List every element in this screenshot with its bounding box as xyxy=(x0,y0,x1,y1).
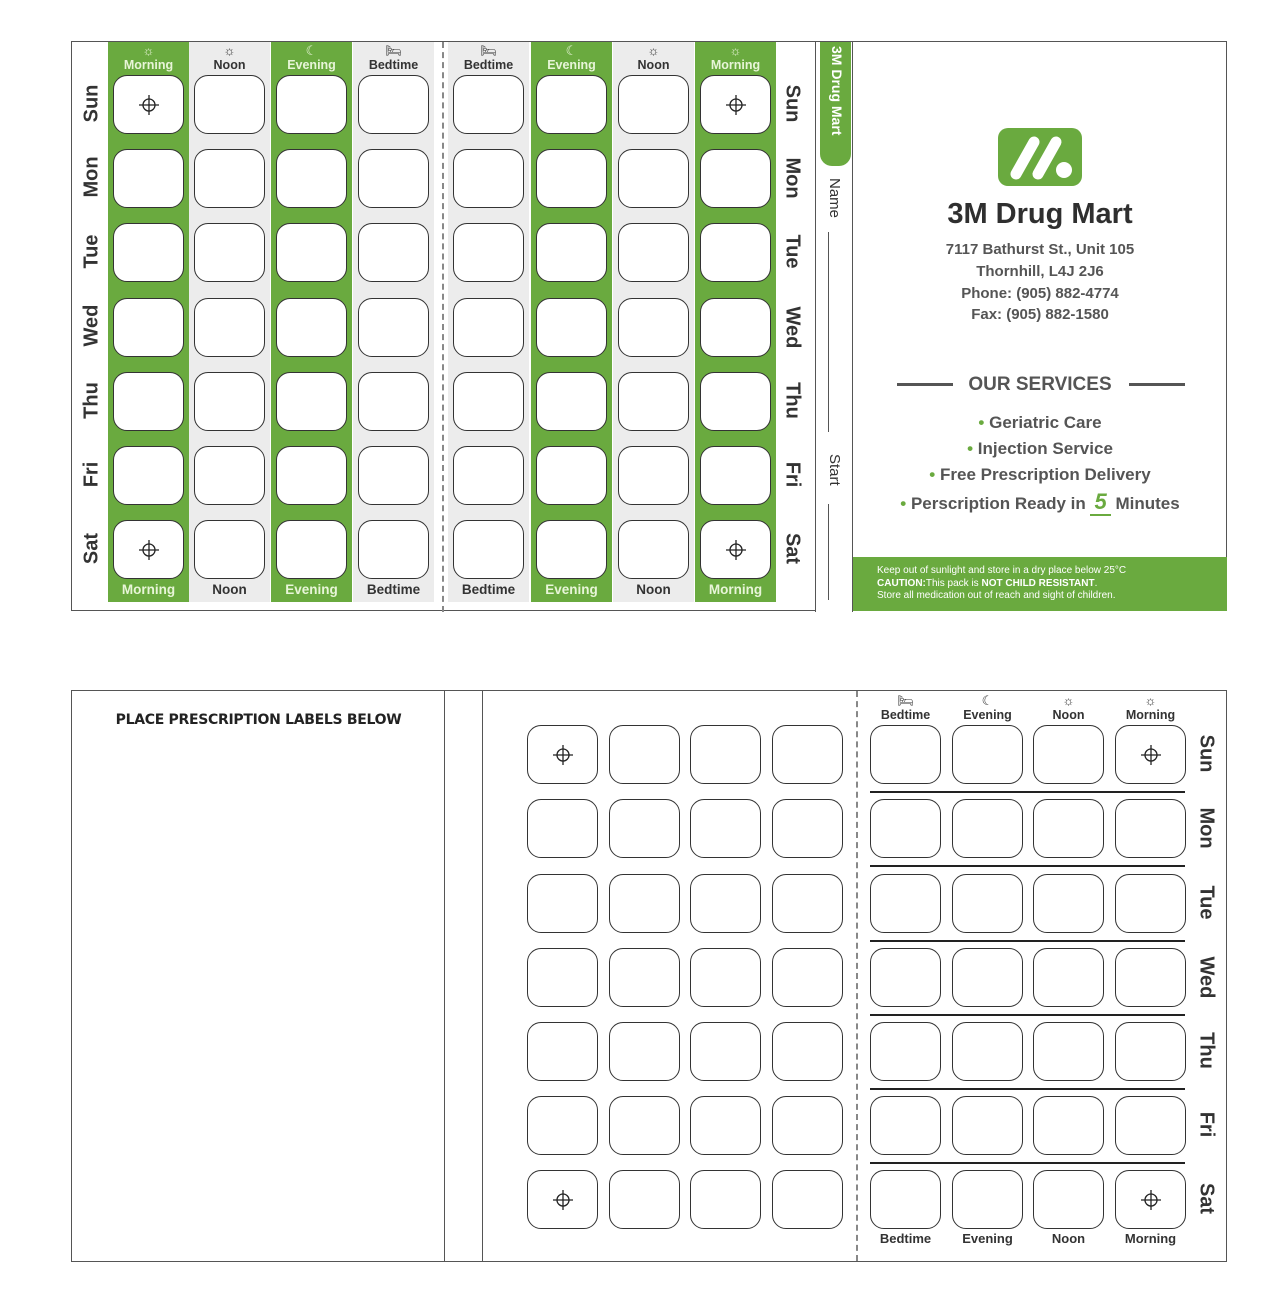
day-label-sun: Sun xyxy=(1195,734,1218,773)
day-label-mon: Mon xyxy=(781,157,804,199)
spine xyxy=(445,691,483,1261)
pill-cell[interactable] xyxy=(609,1170,680,1229)
pill-cell[interactable] xyxy=(1033,874,1104,933)
pill-cell[interactable] xyxy=(113,372,184,431)
column-morning xyxy=(108,42,189,602)
column-noon xyxy=(613,42,694,602)
day-label-tue: Tue xyxy=(1195,885,1218,920)
pill-cell[interactable] xyxy=(952,725,1023,784)
day-label-fri: Fri xyxy=(1195,1111,1218,1138)
pill-cell[interactable] xyxy=(453,75,524,134)
back-column-footer: Noon xyxy=(1051,1231,1086,1246)
column-label: Evening xyxy=(963,708,1012,722)
children-note: Store all medication out of reach and sight of children. xyxy=(877,590,1116,601)
pill-cell[interactable] xyxy=(527,1022,598,1081)
name-line[interactable] xyxy=(828,232,829,432)
pill-cell[interactable] xyxy=(1033,725,1104,784)
pill-cell[interactable] xyxy=(772,799,843,858)
pill-cell[interactable] xyxy=(618,298,689,357)
caution-label: CAUTION: xyxy=(877,577,926,589)
pill-cell[interactable] xyxy=(453,446,524,505)
services-title: OUR SERVICES xyxy=(968,374,1112,395)
pill-cell[interactable] xyxy=(952,1170,1023,1229)
column-header xyxy=(448,44,529,72)
pill-cell[interactable] xyxy=(870,799,941,858)
pill-cell[interactable] xyxy=(358,149,429,208)
column-footer: Evening xyxy=(545,582,598,597)
service-text: Perscription Ready in xyxy=(910,494,1086,513)
column-label: Morning xyxy=(1125,708,1176,722)
start-line[interactable] xyxy=(828,504,829,600)
pill-cell[interactable] xyxy=(194,223,265,282)
column-footer: Noon xyxy=(636,582,671,597)
service-item: • Geriatric Care xyxy=(978,413,1102,432)
sunrise-icon: ☼ xyxy=(729,43,742,58)
day-label-tue: Tue xyxy=(781,234,804,269)
blister-card-back xyxy=(71,690,1227,1262)
pill-cell[interactable] xyxy=(690,725,761,784)
pill-cell[interactable] xyxy=(618,446,689,505)
column-footer: Noon xyxy=(212,582,247,597)
storage-note: Keep out of sunlight and store in a dry place below 25°C xyxy=(877,565,1127,576)
moon-icon: ☾ xyxy=(565,43,578,58)
pharmacy-name: 3M Drug Mart xyxy=(947,198,1133,230)
moon-icon: ☾ xyxy=(981,693,994,708)
back-column-header xyxy=(870,694,941,722)
column-header xyxy=(613,44,694,72)
pill-cell[interactable] xyxy=(276,446,347,505)
crosshair-icon xyxy=(139,95,159,115)
pill-cell[interactable] xyxy=(276,223,347,282)
fold-line xyxy=(442,42,444,612)
column-label: Bedtime xyxy=(880,708,931,722)
column-bedtime xyxy=(448,42,529,602)
column-evening xyxy=(531,42,612,602)
column-footer: Morning xyxy=(121,582,176,597)
pill-cell[interactable] xyxy=(1115,1096,1186,1155)
name-label: Name xyxy=(826,178,843,219)
service-text: Minutes xyxy=(1115,494,1180,513)
sun-icon: ☼ xyxy=(1062,693,1075,708)
pill-cell[interactable] xyxy=(1115,799,1186,858)
pill-cell[interactable] xyxy=(358,223,429,282)
pill-cell[interactable] xyxy=(453,149,524,208)
day-label-sun: Sun xyxy=(80,84,103,123)
column-noon xyxy=(189,42,270,602)
column-header xyxy=(189,44,270,72)
pill-cell[interactable] xyxy=(453,372,524,431)
pill-cell[interactable] xyxy=(700,372,771,431)
pill-cell[interactable] xyxy=(772,1096,843,1155)
bed-icon: 🛏 xyxy=(480,43,497,58)
pill-cell[interactable] xyxy=(453,223,524,282)
pill-cell[interactable] xyxy=(618,75,689,134)
day-label-fri: Fri xyxy=(781,461,804,488)
pill-cell[interactable] xyxy=(194,372,265,431)
pill-cell[interactable] xyxy=(609,799,680,858)
pill-cell[interactable] xyxy=(618,149,689,208)
column-label: Noon xyxy=(1052,708,1085,722)
pill-cell[interactable] xyxy=(358,298,429,357)
pill-cell[interactable] xyxy=(870,725,941,784)
pill-cell[interactable] xyxy=(527,874,598,933)
pill-cell[interactable] xyxy=(952,948,1023,1007)
column-footer: Bedtime xyxy=(366,582,421,597)
crosshair-icon xyxy=(1141,745,1161,765)
pill-cell[interactable] xyxy=(1033,1170,1104,1229)
pill-cell[interactable] xyxy=(194,520,265,579)
caution-text: This pack is xyxy=(925,577,982,589)
pill-cell[interactable] xyxy=(609,874,680,933)
labels-heading: PLACE PRESCRIPTION LABELS BELOW xyxy=(115,712,402,728)
pill-cell[interactable] xyxy=(527,1170,598,1229)
pill-cell[interactable] xyxy=(772,725,843,784)
services-rule-right xyxy=(1129,383,1185,386)
pill-cell[interactable] xyxy=(536,75,607,134)
pill-cell[interactable] xyxy=(194,149,265,208)
pill-cell[interactable] xyxy=(527,725,598,784)
column-header xyxy=(695,44,776,72)
pill-cell[interactable] xyxy=(772,1022,843,1081)
column-label: Bedtime xyxy=(463,58,514,72)
column-header xyxy=(271,44,352,72)
day-label-mon: Mon xyxy=(80,156,103,198)
crosshair-icon xyxy=(139,540,159,560)
caution-bold: NOT CHILD RESISTANT xyxy=(981,577,1095,589)
pill-cell[interactable] xyxy=(609,948,680,1007)
address-line1: 7117 Bathurst St., Unit 105 xyxy=(945,241,1135,258)
labels-area[interactable] xyxy=(72,691,445,1261)
pill-cell[interactable] xyxy=(194,446,265,505)
pill-cell[interactable] xyxy=(690,1022,761,1081)
side-strip xyxy=(815,42,853,612)
back-column-header xyxy=(952,694,1023,722)
pill-cell[interactable] xyxy=(772,874,843,933)
pill-cell[interactable] xyxy=(358,372,429,431)
column-label: Noon xyxy=(213,58,246,72)
warning-footer xyxy=(853,557,1227,611)
pill-cell[interactable] xyxy=(113,149,184,208)
pill-cell[interactable] xyxy=(690,874,761,933)
column-label: Bedtime xyxy=(368,58,419,72)
day-label-sat: Sat xyxy=(80,532,103,565)
row-separator xyxy=(870,1162,1185,1164)
row-separator xyxy=(870,791,1185,793)
pill-cell[interactable] xyxy=(194,298,265,357)
pill-cell[interactable] xyxy=(700,223,771,282)
service-item: • Injection Service xyxy=(967,439,1113,458)
pill-cell[interactable] xyxy=(609,1096,680,1155)
row-separator xyxy=(870,1088,1185,1090)
brand-tab-label: 3M Drug Mart xyxy=(829,46,845,136)
pill-cell[interactable] xyxy=(536,446,607,505)
column-footer: Morning xyxy=(708,582,763,597)
pharmacy-logo-icon xyxy=(998,128,1082,186)
row-separator xyxy=(870,940,1185,942)
pill-cell[interactable] xyxy=(1033,1022,1104,1081)
pill-cell[interactable] xyxy=(700,75,771,134)
pill-cell[interactable] xyxy=(690,799,761,858)
phone: Phone: (905) 882-4774 xyxy=(961,285,1119,302)
column-label: Evening xyxy=(287,58,336,72)
start-label: Start xyxy=(826,454,843,486)
row-separator xyxy=(870,1014,1185,1016)
crosshair-icon xyxy=(553,745,573,765)
service-text: Geriatric Care xyxy=(989,413,1102,432)
pill-cell[interactable] xyxy=(870,874,941,933)
pill-cell[interactable] xyxy=(1115,874,1186,933)
pill-cell[interactable] xyxy=(870,1022,941,1081)
sun-icon: ☼ xyxy=(223,43,236,58)
pill-cell[interactable] xyxy=(690,948,761,1007)
fold-line-back xyxy=(856,691,858,1261)
column-evening xyxy=(271,42,352,602)
crosshair-icon xyxy=(726,540,746,560)
column-footer: Bedtime xyxy=(461,582,516,597)
column-header xyxy=(353,44,434,72)
day-label-tue: Tue xyxy=(80,234,103,269)
column-bedtime xyxy=(353,42,434,602)
pill-cell[interactable] xyxy=(772,1170,843,1229)
day-label-thu: Thu xyxy=(781,382,804,419)
pill-cell[interactable] xyxy=(772,948,843,1007)
address-line2: Thornhill, L4J 2J6 xyxy=(976,263,1104,280)
pill-cell[interactable] xyxy=(113,520,184,579)
pill-cell[interactable] xyxy=(870,948,941,1007)
pill-cell[interactable] xyxy=(618,520,689,579)
pill-cell[interactable] xyxy=(618,372,689,431)
pill-cell[interactable] xyxy=(453,520,524,579)
pill-cell[interactable] xyxy=(276,75,347,134)
pill-cell[interactable] xyxy=(536,223,607,282)
pill-cell[interactable] xyxy=(952,799,1023,858)
pill-cell[interactable] xyxy=(113,75,184,134)
pill-cell[interactable] xyxy=(700,520,771,579)
back-column-footer: Bedtime xyxy=(879,1231,932,1246)
back-column-footer: Morning xyxy=(1124,1231,1177,1246)
pill-cell[interactable] xyxy=(609,725,680,784)
sunrise-icon: ☼ xyxy=(1144,693,1157,708)
pill-cell[interactable] xyxy=(700,446,771,505)
pill-cell[interactable] xyxy=(527,948,598,1007)
pill-cell[interactable] xyxy=(536,372,607,431)
pill-cell[interactable] xyxy=(700,149,771,208)
day-label-mon: Mon xyxy=(1195,807,1218,849)
caution-end: . xyxy=(1094,577,1098,589)
pill-cell[interactable] xyxy=(453,298,524,357)
moon-icon: ☾ xyxy=(305,43,318,58)
pill-cell[interactable] xyxy=(609,1022,680,1081)
day-label-thu: Thu xyxy=(80,382,103,419)
service-text: Injection Service xyxy=(977,439,1113,458)
crosshair-icon xyxy=(553,1190,573,1210)
column-header xyxy=(531,44,612,72)
pill-cell[interactable] xyxy=(358,520,429,579)
day-label-sat: Sat xyxy=(781,532,804,565)
pill-cell[interactable] xyxy=(113,446,184,505)
bed-icon: 🛏 xyxy=(385,43,402,58)
pill-cell[interactable] xyxy=(527,1096,598,1155)
pill-cell[interactable] xyxy=(536,298,607,357)
pill-cell[interactable] xyxy=(1115,725,1186,784)
back-column-header xyxy=(1115,694,1186,722)
pill-cell[interactable] xyxy=(536,520,607,579)
pill-cell[interactable] xyxy=(276,520,347,579)
blister-card-front xyxy=(71,41,1227,611)
pill-cell[interactable] xyxy=(952,1096,1023,1155)
service-item: • Free Prescription Delivery xyxy=(929,465,1151,484)
service-text: Free Prescription Delivery xyxy=(939,465,1151,484)
row-separator xyxy=(870,865,1185,867)
column-label: Morning xyxy=(123,58,174,72)
pill-cell[interactable] xyxy=(1115,1170,1186,1229)
sun-icon: ☼ xyxy=(647,43,660,58)
back-column-footer: Evening xyxy=(962,1231,1013,1246)
column-header xyxy=(108,44,189,72)
pill-cell[interactable] xyxy=(690,1170,761,1229)
pill-cell[interactable] xyxy=(952,1022,1023,1081)
column-label: Noon xyxy=(637,58,670,72)
pill-cell[interactable] xyxy=(870,1096,941,1155)
day-label-sun: Sun xyxy=(781,84,804,123)
pill-cell[interactable] xyxy=(358,446,429,505)
day-label-wed: Wed xyxy=(1195,956,1218,999)
crosshair-icon xyxy=(726,95,746,115)
pharmacy-info-panel xyxy=(853,42,1227,610)
day-label-sat: Sat xyxy=(1195,1182,1218,1215)
pill-cell[interactable] xyxy=(1033,948,1104,1007)
sunrise-icon: ☼ xyxy=(142,43,155,58)
pill-cell[interactable] xyxy=(690,1096,761,1155)
day-label-fri: Fri xyxy=(80,461,103,488)
pill-cell[interactable] xyxy=(276,372,347,431)
pill-cell[interactable] xyxy=(1115,1022,1186,1081)
pill-cell[interactable] xyxy=(276,298,347,357)
day-label-thu: Thu xyxy=(1195,1032,1218,1069)
pill-cell[interactable] xyxy=(536,149,607,208)
pill-cell[interactable] xyxy=(618,223,689,282)
column-label: Morning xyxy=(710,58,761,72)
day-label-wed: Wed xyxy=(781,306,804,349)
service-item: • Perscription Ready in 5 Minutes xyxy=(900,489,1180,514)
column-footer: Evening xyxy=(285,582,338,597)
pill-cell[interactable] xyxy=(113,223,184,282)
bed-icon: 🛏 xyxy=(897,693,914,708)
pill-cell[interactable] xyxy=(358,75,429,134)
day-label-wed: Wed xyxy=(80,304,103,347)
crosshair-icon xyxy=(1141,1190,1161,1210)
caution-note xyxy=(877,578,1227,591)
pill-cell[interactable] xyxy=(527,799,598,858)
column-morning xyxy=(695,42,776,602)
pill-cell[interactable] xyxy=(1033,799,1104,858)
fax: Fax: (905) 882-1580 xyxy=(971,306,1109,323)
pill-cell[interactable] xyxy=(1033,1096,1104,1155)
pill-cell[interactable] xyxy=(1115,948,1186,1007)
five-highlight: 5 xyxy=(1090,489,1110,516)
pill-cell[interactable] xyxy=(194,75,265,134)
pill-cell[interactable] xyxy=(276,149,347,208)
back-column-header xyxy=(1033,694,1104,722)
pill-cell[interactable] xyxy=(700,298,771,357)
pill-cell[interactable] xyxy=(870,1170,941,1229)
column-label: Evening xyxy=(547,58,596,72)
pill-cell[interactable] xyxy=(113,298,184,357)
pill-cell[interactable] xyxy=(952,874,1023,933)
